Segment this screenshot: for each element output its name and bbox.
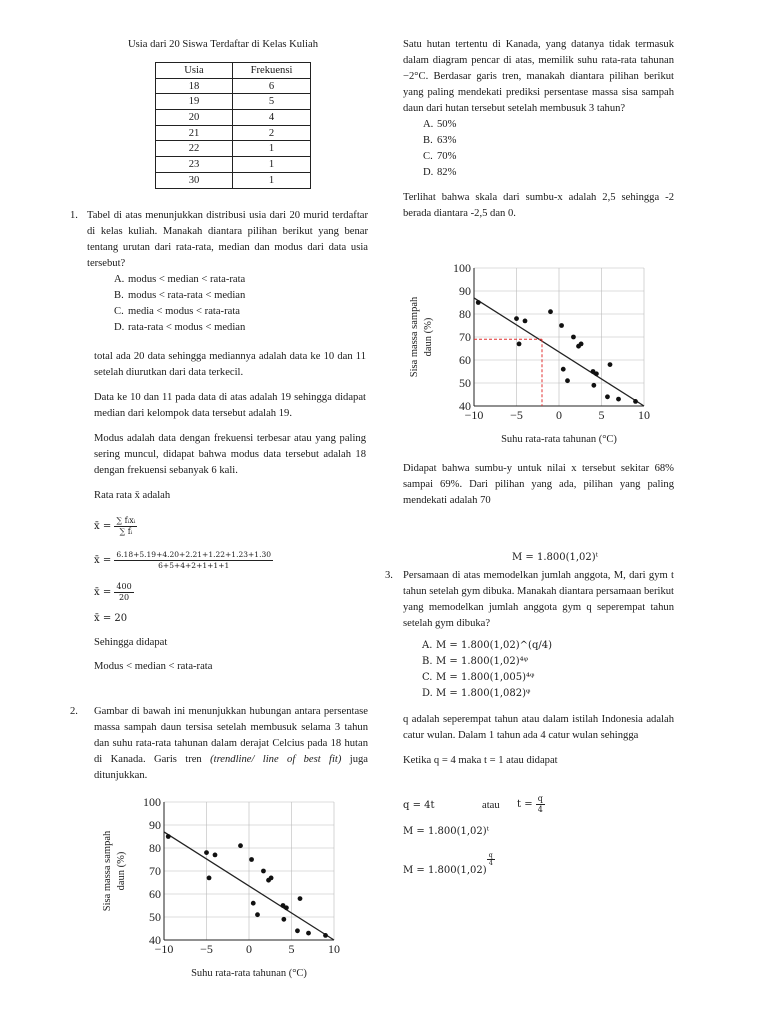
scatter-point — [616, 397, 621, 402]
q3-formula: M = 1.800(1,02)ᵗ — [512, 552, 599, 563]
scatter-point — [269, 876, 274, 881]
table-row — [156, 110, 311, 126]
q1-options — [70, 272, 368, 336]
table-cell-frekuensi: 2 — [233, 125, 311, 141]
q3-option-b: B. M = 1.800(1,02)⁴ᵠ — [422, 656, 529, 667]
x-tick-label: −10 — [154, 942, 174, 956]
scatter-point — [284, 905, 289, 910]
mean-step: x̄ = $\frac{400}{20}$ — [94, 582, 132, 602]
table-header-usia: Usia — [156, 63, 233, 79]
y-tick-label: 40 — [149, 933, 161, 947]
q2-block — [70, 704, 368, 784]
x-tick-label: 10 — [328, 942, 340, 956]
table-cell-frekuensi: 1 — [233, 172, 311, 188]
scatter-point — [565, 378, 570, 383]
y-tick-label: 70 — [459, 330, 471, 344]
x-tick-label: 0 — [556, 408, 562, 422]
table-cell-usia: 22 — [156, 141, 233, 157]
table-row — [156, 157, 311, 173]
scatter-point — [561, 367, 566, 372]
y-tick-label: 90 — [149, 818, 161, 832]
scatter-point — [571, 335, 576, 340]
q3-options — [385, 638, 674, 702]
x-tick-label: 5 — [288, 942, 295, 956]
scatter-chart-left — [100, 795, 350, 990]
x-tick-label: −5 — [510, 408, 523, 422]
table-cell-frekuensi: 6 — [233, 78, 311, 94]
scatter-point — [306, 931, 311, 936]
q3-explain-when: Ketika q = 4 maka t = 1 atau didapat — [403, 755, 558, 766]
x-tick-label: 10 — [638, 408, 650, 422]
table-title: Usia dari 20 Siswa Terdaftar di Kelas Kuliah — [128, 39, 318, 50]
scatter-point — [204, 850, 209, 855]
scatter-point — [261, 869, 266, 874]
scatter-point — [213, 853, 218, 858]
scatter-point — [591, 383, 596, 388]
scatter-point — [559, 323, 564, 328]
q3-explain-caturwulan: q adalah seperempat tahun atau dalam istilah Indonesia adalah catur wulan. Dalam 1 tahun ada 4 catur wulan sehingga — [403, 714, 674, 741]
table-row — [156, 94, 311, 110]
scatter-point — [633, 399, 638, 404]
table-cell-usia: 20 — [156, 110, 233, 126]
conclusion: Modus < median < rata-rata — [94, 661, 213, 672]
scatter-point — [249, 857, 254, 862]
q1-option-a: A. modus < median < rata-rata — [114, 274, 246, 285]
y-tick-label: 100 — [143, 795, 161, 809]
q1-explain-median-value: Data ke 10 dan 11 pada data di atas adalah 19 sehingga didapat median dari kelompok data tersebut adalah 19. — [94, 392, 366, 419]
q1-text: Tabel di atas menunjukkan distribusi usia dari 20 murid terdaftar di kelas kuliah. Manakah diantara pilihan berikut yang benar tentang urutan dari rata-rata, median dan modus dari data usia tersebut? — [87, 210, 368, 269]
table-cell-usia: 18 — [156, 78, 233, 94]
x-axis-label: Suhu rata-rata tahunan (°C) — [501, 434, 617, 445]
y-tick-label: 60 — [459, 353, 471, 367]
scatter-point — [281, 917, 286, 922]
q1-explain-median: total ada 20 data sehingga mediannya adalah data ke 10 dan 11 setelah diurutkan dari data terkecil. — [94, 351, 366, 378]
q3-eq-q: q = 4t — [403, 800, 435, 811]
table-row — [156, 172, 311, 188]
q2-option-c: C. 70% — [423, 151, 457, 162]
scatter-point — [523, 319, 528, 324]
x-axis-label: Suhu rata-rata tahunan (°C) — [191, 968, 307, 979]
y-axis-label-line1: Sisa massa sampah — [102, 830, 113, 912]
y-tick-label: 80 — [459, 307, 471, 321]
scatter-point — [166, 834, 171, 839]
q1-block — [70, 208, 368, 336]
scatter-point — [594, 371, 599, 376]
q2-option-a: A. 50% — [423, 119, 457, 130]
q1-number: 1. — [70, 210, 78, 221]
frequency-table — [155, 62, 311, 189]
table-cell-frekuensi: 1 — [233, 141, 311, 157]
y-axis-label-line1: Sisa massa sampah — [409, 296, 420, 378]
q1-option-c: C. media < modus < rata-rata — [114, 306, 240, 317]
table-cell-usia: 21 — [156, 125, 233, 141]
table-cell-frekuensi: 5 — [233, 94, 311, 110]
table-cell-usia: 23 — [156, 157, 233, 173]
scatter-point — [295, 928, 300, 933]
table-cell-frekuensi: 4 — [233, 110, 311, 126]
y-tick-label: 50 — [459, 376, 471, 390]
scatter-point — [238, 843, 243, 848]
q3-eq-t: t = $\frac{q}{4}$ — [517, 794, 543, 814]
table-row — [156, 78, 311, 94]
q2-explain-result: Didapat bahwa sumbu-y untuk nilai x tersebut sekitar 68% sampai 69%. Dari pilihan yang ada, pilihan yang paling mendekati adalah 70 — [403, 463, 674, 506]
scatter-point — [255, 912, 260, 917]
scatter-point — [548, 309, 553, 314]
y-axis-label-line2: daun (%) — [423, 317, 434, 357]
q3-option-c: C. M = 1.800(1,005)⁴ᵠ — [422, 672, 535, 683]
y-tick-label: 40 — [459, 399, 471, 413]
scatter-point — [207, 876, 212, 881]
q1-explain-modus: Modus adalah data dengan frekuensi terbesar atau yang paling sering muncul, didapat bahwa modus data tersebut adalah 18 dengan frekuensi sebanyak 6 kali. — [94, 433, 366, 476]
scatter-point — [298, 896, 303, 901]
table-row — [156, 125, 311, 141]
table-header-frekuensi: Frekuensi — [233, 63, 311, 79]
y-tick-label: 50 — [149, 910, 161, 924]
scatter-point — [514, 316, 519, 321]
mean-formula: x̄ = $\frac{\text{∑ fᵢxᵢ}}{\text{∑ fᵢ}}$ — [94, 516, 136, 536]
y-axis-label-line2: daun (%) — [116, 851, 127, 891]
q3-eq-or: atau — [482, 800, 500, 811]
y-tick-label: 80 — [149, 841, 161, 855]
scatter-point — [323, 933, 328, 938]
q2-question-text: Satu hutan tertentu di Kanada, yang datanya tidak termasuk dalam diagram pencar di atas, memilik suhu rata-rata tahunan −2°C. Berdasar garis tren, manakah diantara pilihan berikut yang paling mendekati prediksi persentase massa sisa sampah daun dari hutan tersebut setelah membusuk 3 tahun? — [403, 39, 674, 114]
scatter-point — [517, 342, 522, 347]
q3-option-a: A. M = 1.800(1,02)^(q/4) — [422, 640, 552, 651]
scatter-point — [579, 342, 584, 347]
table-header-row — [156, 63, 311, 79]
q1-option-b: B. modus < rata-rata < median — [114, 290, 246, 301]
scatter-chart-right — [405, 258, 665, 448]
y-tick-label: 100 — [453, 261, 471, 275]
scatter-point — [476, 300, 481, 305]
y-tick-label: 90 — [459, 284, 471, 298]
q2-question-right — [403, 37, 674, 222]
y-tick-label: 70 — [149, 864, 161, 878]
y-tick-label: 60 — [149, 887, 161, 901]
q2-option-d: D. 82% — [423, 167, 457, 178]
q2-number: 2. — [70, 706, 78, 717]
x-tick-label: −5 — [200, 942, 213, 956]
q2-option-b: B. 63% — [423, 135, 457, 146]
q1-mean-intro: Rata rata x̄ adalah — [94, 490, 171, 501]
x-tick-label: −10 — [464, 408, 484, 422]
q2-options — [403, 117, 674, 181]
scatter-point — [605, 394, 610, 399]
q2-explain-scale: Terlihat bahwa skala dari sumbu-x adalah 2,5 sehingga -2 berada diantara -2,5 dan 0. — [403, 192, 674, 219]
table-cell-usia: 19 — [156, 94, 233, 110]
q3-text: Persamaan di atas memodelkan jumlah anggota, M, dari gym t tahun setelah gym dibuka. Manakah diantara persamaan berikut yang memodelkan jumlah anggota gym q seperempat tahun setelah gym dibuka? — [403, 570, 674, 629]
x-tick-label: 0 — [246, 942, 252, 956]
q2-text: Gambar di bawah ini menunjukkan hubungan antara persentase massa sampah daun tersisa setelah membusuk selama 3 tahun dan suhu rata-rata tahunan dalam derajat Celcius pada 18 hutan di Kanada. Garis tren — [94, 706, 368, 765]
table-row — [156, 141, 311, 157]
q2-text-end: juga ditunjukkan. — [94, 754, 369, 781]
table-cell-frekuensi: 1 — [233, 157, 311, 173]
scatter-point — [608, 362, 613, 367]
conclusion-label: Sehingga didapat — [94, 637, 168, 648]
q3-number: 3. — [385, 570, 393, 581]
q3-option-d: D. M = 1.800(1,082)ᵠ — [422, 688, 531, 699]
q3-eq-m-q: M = 1.800(1,02) $\frac{q}{4}$ — [403, 851, 493, 876]
q3-block — [385, 568, 674, 702]
mean-result: x̄ = 20 — [94, 613, 128, 624]
table-cell-usia: 30 — [156, 172, 233, 188]
scatter-point — [251, 901, 256, 906]
q2-text-italic: (trendline/ line of best fit) — [210, 754, 342, 765]
q3-eq-m-t: M = 1.800(1,02)ᵗ — [403, 826, 490, 837]
q1-option-d: D. rata-rata < modus < median — [114, 322, 246, 333]
x-tick-label: 5 — [598, 408, 605, 422]
mean-calculation: x̄ = $\frac{6.18+5.19+4.20+2.21+1.22+1.23+1.30}{6+5+4+2+1+1+1}$ — [94, 550, 271, 570]
